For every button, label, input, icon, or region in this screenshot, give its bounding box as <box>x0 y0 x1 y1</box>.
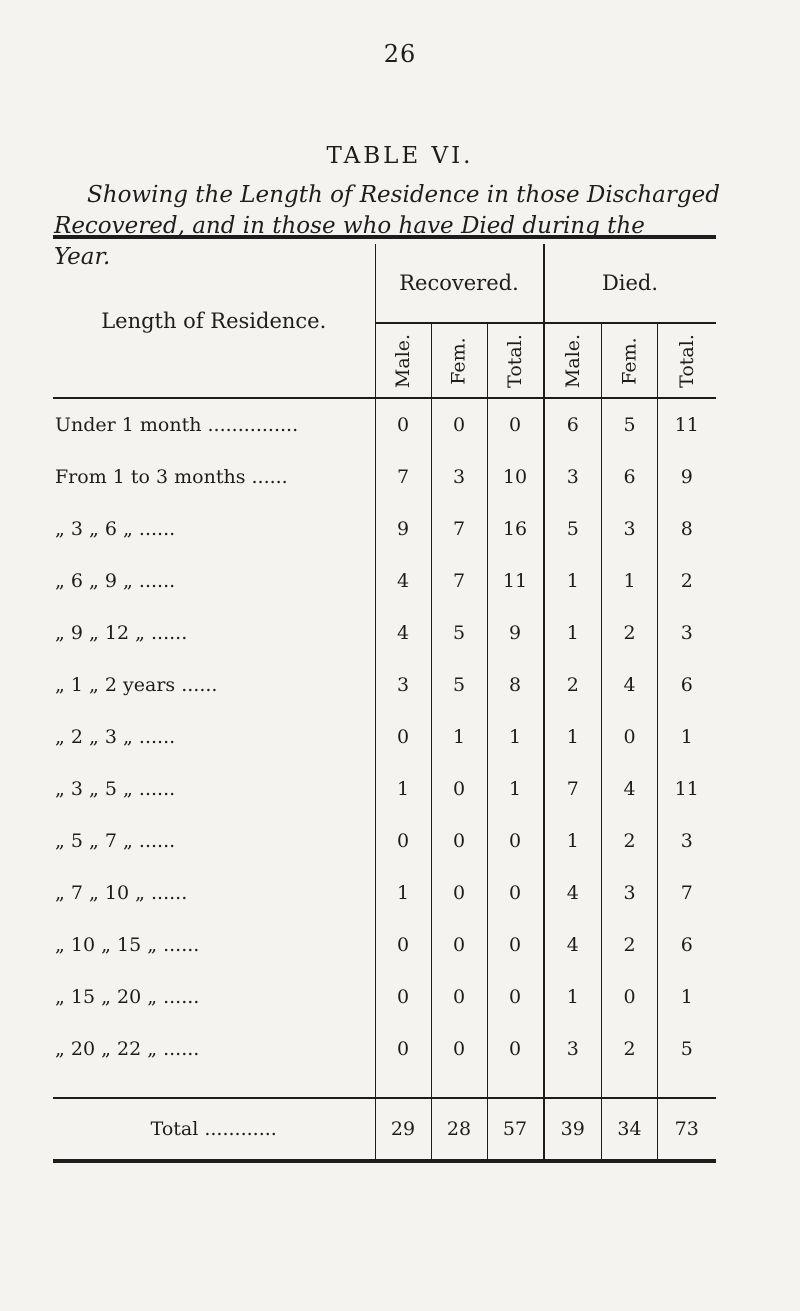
table-cell: 1 <box>544 555 602 607</box>
table-cell: 2 <box>602 815 658 867</box>
table-cell: 5 <box>431 659 487 711</box>
table-cell: 9 <box>487 607 544 659</box>
caption-line-2: Recovered, and in those who have Died during the <box>54 213 645 239</box>
table-cell: 1 <box>375 867 431 919</box>
row-label: Under 1 month ............... <box>55 414 299 436</box>
table-cell: 0 <box>375 711 431 763</box>
table-cell: 11 <box>487 555 544 607</box>
table-cell: 6 <box>544 398 602 451</box>
table-cell: 0 <box>431 1023 487 1075</box>
row-label: „ 3 „ 5 „ ...... <box>55 778 176 800</box>
table-row <box>53 763 716 815</box>
table-row <box>53 659 716 711</box>
caption-line-1: Showing the Length of Residence in those Discharged <box>87 182 720 208</box>
table-cell: 3 <box>602 503 658 555</box>
table-cell: 0 <box>431 971 487 1023</box>
table-cell: 5 <box>658 1023 716 1075</box>
total-cell: 28 <box>431 1098 487 1161</box>
group-header-died: Died. <box>544 244 716 323</box>
row-label: „ 6 „ 9 „ ...... <box>55 570 176 592</box>
total-label: Total ............ <box>53 1098 375 1161</box>
table-cell: 3 <box>544 451 602 503</box>
table-cell: 3 <box>375 659 431 711</box>
table-cell: 0 <box>602 971 658 1023</box>
group-header-recovered: Recovered. <box>375 244 544 323</box>
table-cell: 4 <box>544 919 602 971</box>
table-cell: 1 <box>658 971 716 1023</box>
table-cell: 1 <box>544 971 602 1023</box>
table-title: TABLE VI. <box>326 143 474 169</box>
subheader-recovered-fem: Fem. <box>431 323 487 398</box>
table-cell: 7 <box>431 555 487 607</box>
table-cell: 7 <box>375 451 431 503</box>
table-cell: 5 <box>602 398 658 451</box>
row-label: „ 20 „ 22 „ ...... <box>55 1038 200 1060</box>
table-cell: 2 <box>544 659 602 711</box>
table-cell: 1 <box>544 711 602 763</box>
table-cell: 0 <box>431 867 487 919</box>
table-cell: 9 <box>375 503 431 555</box>
table-cell: 1 <box>544 815 602 867</box>
total-cell: 29 <box>375 1098 431 1161</box>
table-cell: 11 <box>658 763 716 815</box>
table-row <box>53 919 716 971</box>
table-cell: 3 <box>544 1023 602 1075</box>
subheader-recovered-male: Male. <box>375 323 431 398</box>
subheader-recovered-total: Total. <box>487 323 544 398</box>
table-cell: 2 <box>602 919 658 971</box>
table-cell: 7 <box>658 867 716 919</box>
table-cell: 6 <box>658 659 716 711</box>
row-label: „ 7 „ 10 „ ...... <box>55 882 188 904</box>
row-label: „ 5 „ 7 „ ...... <box>55 830 176 852</box>
table-cell: 1 <box>602 555 658 607</box>
table-cell: 0 <box>487 1023 544 1075</box>
table-cell: 4 <box>375 555 431 607</box>
caption-line-3: Year. <box>54 244 111 270</box>
table-cell: 3 <box>658 815 716 867</box>
table-cell: 0 <box>431 763 487 815</box>
table-row <box>53 971 716 1023</box>
table-row <box>53 867 716 919</box>
total-cell: 73 <box>658 1098 716 1161</box>
table-cell: 0 <box>487 971 544 1023</box>
table-cell: 4 <box>544 867 602 919</box>
row-label: „ 10 „ 15 „ ...... <box>55 934 200 956</box>
row-label: „ 3 „ 6 „ ...... <box>55 518 176 540</box>
table-row <box>53 398 716 451</box>
table-cell: 2 <box>602 607 658 659</box>
total-cell: 39 <box>544 1098 602 1161</box>
table-cell: 1 <box>487 711 544 763</box>
subheader-died-fem: Fem. <box>602 323 658 398</box>
total-cell: 57 <box>487 1098 544 1161</box>
table-cell: 0 <box>487 867 544 919</box>
table-cell: 0 <box>431 919 487 971</box>
subheader-died-male: Male. <box>544 323 602 398</box>
table-cell: 2 <box>602 1023 658 1075</box>
table-cell: 6 <box>658 919 716 971</box>
table-cell: 0 <box>487 815 544 867</box>
subheader-died-total: Total. <box>658 323 716 398</box>
table-row <box>53 451 716 503</box>
table-body <box>53 398 716 1075</box>
total-cell: 34 <box>602 1098 658 1161</box>
table-cell: 0 <box>487 919 544 971</box>
table-cell: 5 <box>544 503 602 555</box>
table-cell: 0 <box>431 398 487 451</box>
row-label: „ 1 „ 2 years ...... <box>55 674 218 696</box>
table-cell: 1 <box>375 763 431 815</box>
table-cell: 0 <box>487 398 544 451</box>
table-cell: 7 <box>431 503 487 555</box>
table-cell: 6 <box>602 451 658 503</box>
table-row <box>53 607 716 659</box>
table-cell: 0 <box>375 919 431 971</box>
total-row <box>53 1098 716 1161</box>
table-cell: 10 <box>487 451 544 503</box>
table-row <box>53 503 716 555</box>
table-cell: 9 <box>658 451 716 503</box>
row-label: „ 9 „ 12 „ ...... <box>55 622 188 644</box>
table-cell: 5 <box>431 607 487 659</box>
table-cell: 0 <box>375 1023 431 1075</box>
table-cell: 16 <box>487 503 544 555</box>
table-cell: 1 <box>431 711 487 763</box>
table-cell: 8 <box>658 503 716 555</box>
table-cell: 2 <box>658 555 716 607</box>
stub-header: Length of Residence. <box>53 244 375 398</box>
table-cell: 7 <box>544 763 602 815</box>
table-cell: 1 <box>658 711 716 763</box>
table-cell: 0 <box>375 815 431 867</box>
row-label: „ 2 „ 3 „ ...... <box>55 726 176 748</box>
row-label: From 1 to 3 months ...... <box>55 466 288 488</box>
table-cell: 4 <box>602 763 658 815</box>
table-cell: 3 <box>658 607 716 659</box>
table-cell: 0 <box>431 815 487 867</box>
table-cell: 1 <box>487 763 544 815</box>
table-cell: 3 <box>602 867 658 919</box>
table-cell: 0 <box>375 398 431 451</box>
table-cell: 1 <box>544 607 602 659</box>
table-cell: 3 <box>431 451 487 503</box>
table-cell: 4 <box>602 659 658 711</box>
residence-table <box>53 235 716 1163</box>
table-cell: 0 <box>375 971 431 1023</box>
table-row <box>53 815 716 867</box>
table-cell: 4 <box>375 607 431 659</box>
table-row <box>53 1023 716 1075</box>
table-cell: 11 <box>658 398 716 451</box>
table-cell: 0 <box>602 711 658 763</box>
table-row <box>53 555 716 607</box>
table-row <box>53 711 716 763</box>
table-cell: 8 <box>487 659 544 711</box>
page-number: 26 <box>383 40 417 68</box>
row-label: „ 15 „ 20 „ ...... <box>55 986 200 1008</box>
